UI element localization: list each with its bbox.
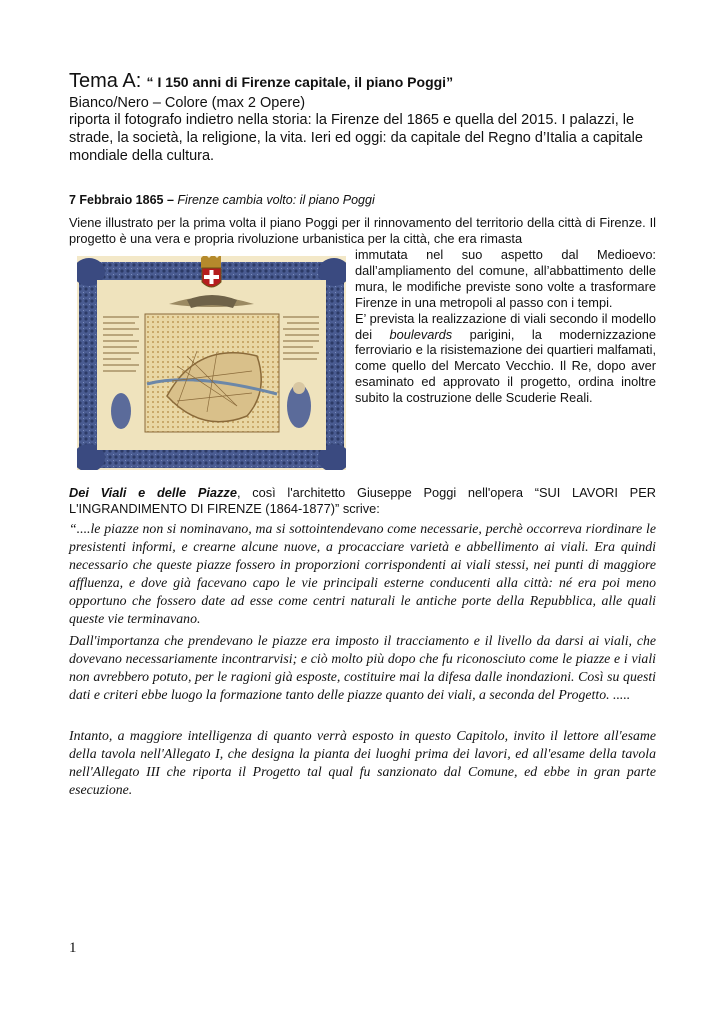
quote-paragraph-1: “....le piazze non si nominavano, ma si sottointendevano come necessarie, perchè occorreva riordinare le presistenti informi, e crearne alcune nuove, a procacciare varietà e abbellimento ai viali. Era quindi necessario che queste piazze fossero in proporzioni corrispondenti ai viali stessi, nei punti di maggiore affluenza, e dove già facevano capo le vie principali esterne conducenti alla città: né era poi meno opportuno che fossero date ad esse come centri naturali le antiche porte della Repubblica, alle quali queste vie terminavano. <box>69 521 656 626</box>
bw-color-line: Bianco/Nero – Colore (max 2 Opere) <box>69 95 306 111</box>
crest-icon <box>201 256 221 287</box>
quote-open: “ <box>146 74 158 90</box>
historic-map-of-florence-image <box>77 256 346 470</box>
quote-paragraph-2: Dall'importanza che prendevano le piazze era imposto il tracciamento e il livello da darsi ai viali, che dovevano necessariamente incontrarvisi; e ciò molto più dopo che fu riconosciuto come le piazze e i viali non avrebbero potuto, per le ragioni già esposte, costituire mai la difesa dalle inondazioni. Così su questi dati e criteri ebbe luogo la formazione tanto delle piazze quanto dei viali, a seconda del Progetto. ..... <box>69 633 656 702</box>
intro-text: riporta il fotografo indietro nella storia: la Firenze del 1865 e quella del 2015. I palazzi, le strade, la società, la religione, la vita. Ieri ed oggi: da capitale del Regno d’Italia a capitale mondiale della cultura. <box>69 112 643 164</box>
theme-title: I 150 anni di Firenze capitale, il piano Poggi <box>157 74 447 90</box>
page-number: 1 <box>69 940 77 956</box>
paragraph-1-wrap-a: immutata nel suo aspetto dal Medioevo: dall’ampliamento del comune, all’abbattimento delle mura, le modifiche previste sono volte a trasformare Firenze in una metropoli al passo con i tempi. <box>355 247 656 310</box>
theme-label: Tema A: <box>69 70 142 92</box>
paragraph-2-rest: , così l'architetto Giuseppe Poggi nell'opera “SUI LAVORI PER L'INGRANDIMENTO DI FIRENZE (1864-1877)” scrive: <box>69 485 656 516</box>
paragraph-1-wrapped <box>355 247 656 406</box>
theme-title-line <box>69 70 659 93</box>
wrap-b-post: parigini, la modernizzazione ferroviario e la risistemazione dei quartieri malfamati, come quello del Mercato Vecchio. Il Re, dopo aver esaminato ed approvato il progetto, ordina inoltre subito la costruzione delle Scuderie Reali. <box>355 326 656 406</box>
paragraph-2-title: Dei Viali e delle Piazze <box>69 485 237 500</box>
wrap-b-em: boulevards <box>389 326 453 342</box>
paragraph-1-top: Viene illustrato per la prima volta il piano Poggi per il rinnovamento del territorio della città di Firenze. Il progetto è una vera e propria rivoluzione urbanistica per la città, che era rimasta <box>69 215 656 246</box>
paragraph-2 <box>69 485 656 517</box>
quote-close: ” <box>446 74 454 90</box>
quote-paragraph-3: Intanto, a maggiore intelligenza di quanto verrà esposto in questo Capitolo, invito il lettore all'esame della tavola nell'Allegato I, che designa la pianta dei luoghi prima dei lavori, ed all'esame della tavola nell'Allegato III che riporta il Progetto tal qual fu sanzionato dal Comune, ed ebbe in gran parte esecuzione. <box>69 728 656 797</box>
wrap-b-pre: E’ prevista la realizzazione di viali secondo il modello dei <box>355 310 656 342</box>
paragraph-1-wrap-b <box>355 311 656 406</box>
section-heading <box>69 192 375 208</box>
section-date: 7 Febbraio 1865 – <box>69 193 174 207</box>
section-subtitle: Firenze cambia volto: il piano Poggi <box>177 193 375 207</box>
